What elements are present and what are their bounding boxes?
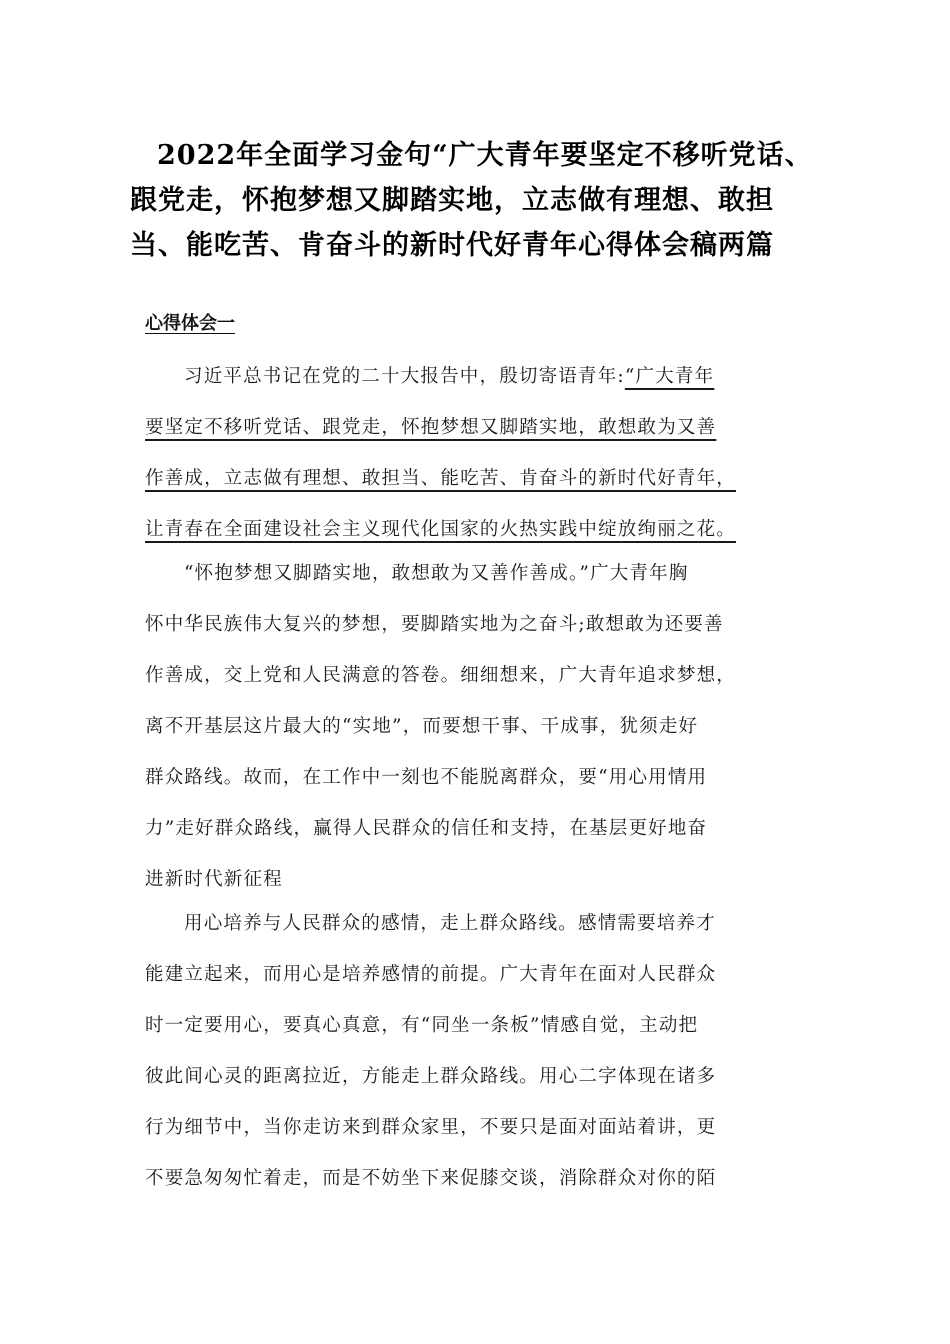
paragraph-line: 行为细节中，当你走访来到群众家里，不要只是面对面站着讲，更 (145, 1117, 717, 1138)
document-title (130, 133, 830, 268)
paragraph-line: “怀抱梦想又脚踏实地，敢想敢为又善作善成。”广大青年胸 (184, 563, 689, 584)
paragraph-line: 群众路线。故而，在工作中一刻也不能脱离群众，要“用心用情用 (145, 767, 708, 788)
title-line: 当、能吃苦、肯奋斗的新时代好青年心得体会稿两篇 (130, 230, 774, 261)
paragraph-line: 不要急匆匆忙着走，而是不妨坐下来促膝交谈，消除群众对你的陌 (145, 1168, 717, 1189)
paragraph-line: 作善成，交上党和人民满意的答卷。细细想来，广大青年追求梦想， (145, 665, 737, 686)
quote-text: “广大青年 (624, 366, 715, 387)
paragraph-line (145, 402, 835, 453)
title-line: 跟党走，怀抱梦想又脚踏实地，立志做有理想、敢担 (130, 185, 774, 216)
section-heading: 心得体会一 (145, 313, 235, 334)
quote-text: 作善成，立志做有理想、敢担当、能吃苦、肯奋斗的新时代好青年， (145, 468, 737, 489)
paragraph-line: 用心培养与人民群众的感情，走上群众路线。感情需要培养才 (184, 913, 716, 934)
paragraph-line: 时一定要用心，要真心真意，有“同坐一条板”情感自觉，主动把 (145, 1015, 699, 1036)
paragraph-line: 离不开基层这片最大的“实地”，而要想干事、干成事，犹须走好 (145, 716, 699, 737)
paragraph-line: 能建立起来，而用心是培养感情的前提。广大青年在面对人民群众 (145, 964, 717, 985)
paragraph-dreams (145, 548, 835, 905)
paragraph-line: 进新时代新征程 (145, 869, 283, 890)
paragraph-feelings (145, 898, 835, 1204)
intro-text: 习近平总书记在党的二十大报告中，殷切寄语青年: (184, 366, 625, 387)
title-line: 2022年全面学习金句“广大青年要坚定不移听党话、 (157, 140, 813, 171)
paragraph-line (145, 453, 835, 504)
paragraph-line: 彼此间心灵的距离拉近，方能走上群众路线。用心二字体现在诸多 (145, 1066, 717, 1087)
paragraph-line: 怀中华民族伟大复兴的梦想，要脚踏实地为之奋斗;敢想敢为还要善 (145, 614, 724, 635)
quote-text: 要坚定不移听党话、跟党走，怀抱梦想又脚踏实地，敢想敢为又善 (145, 417, 717, 438)
paragraph-line: 力”走好群众路线，赢得人民群众的信任和支持，在基层更好地奋 (145, 818, 708, 839)
paragraph-line (145, 351, 835, 402)
paragraph-intro-quote (145, 351, 835, 555)
quote-text: 让青春在全面建设社会主义现代化国家的火热实践中绽放绚丽之花。 (145, 519, 737, 540)
